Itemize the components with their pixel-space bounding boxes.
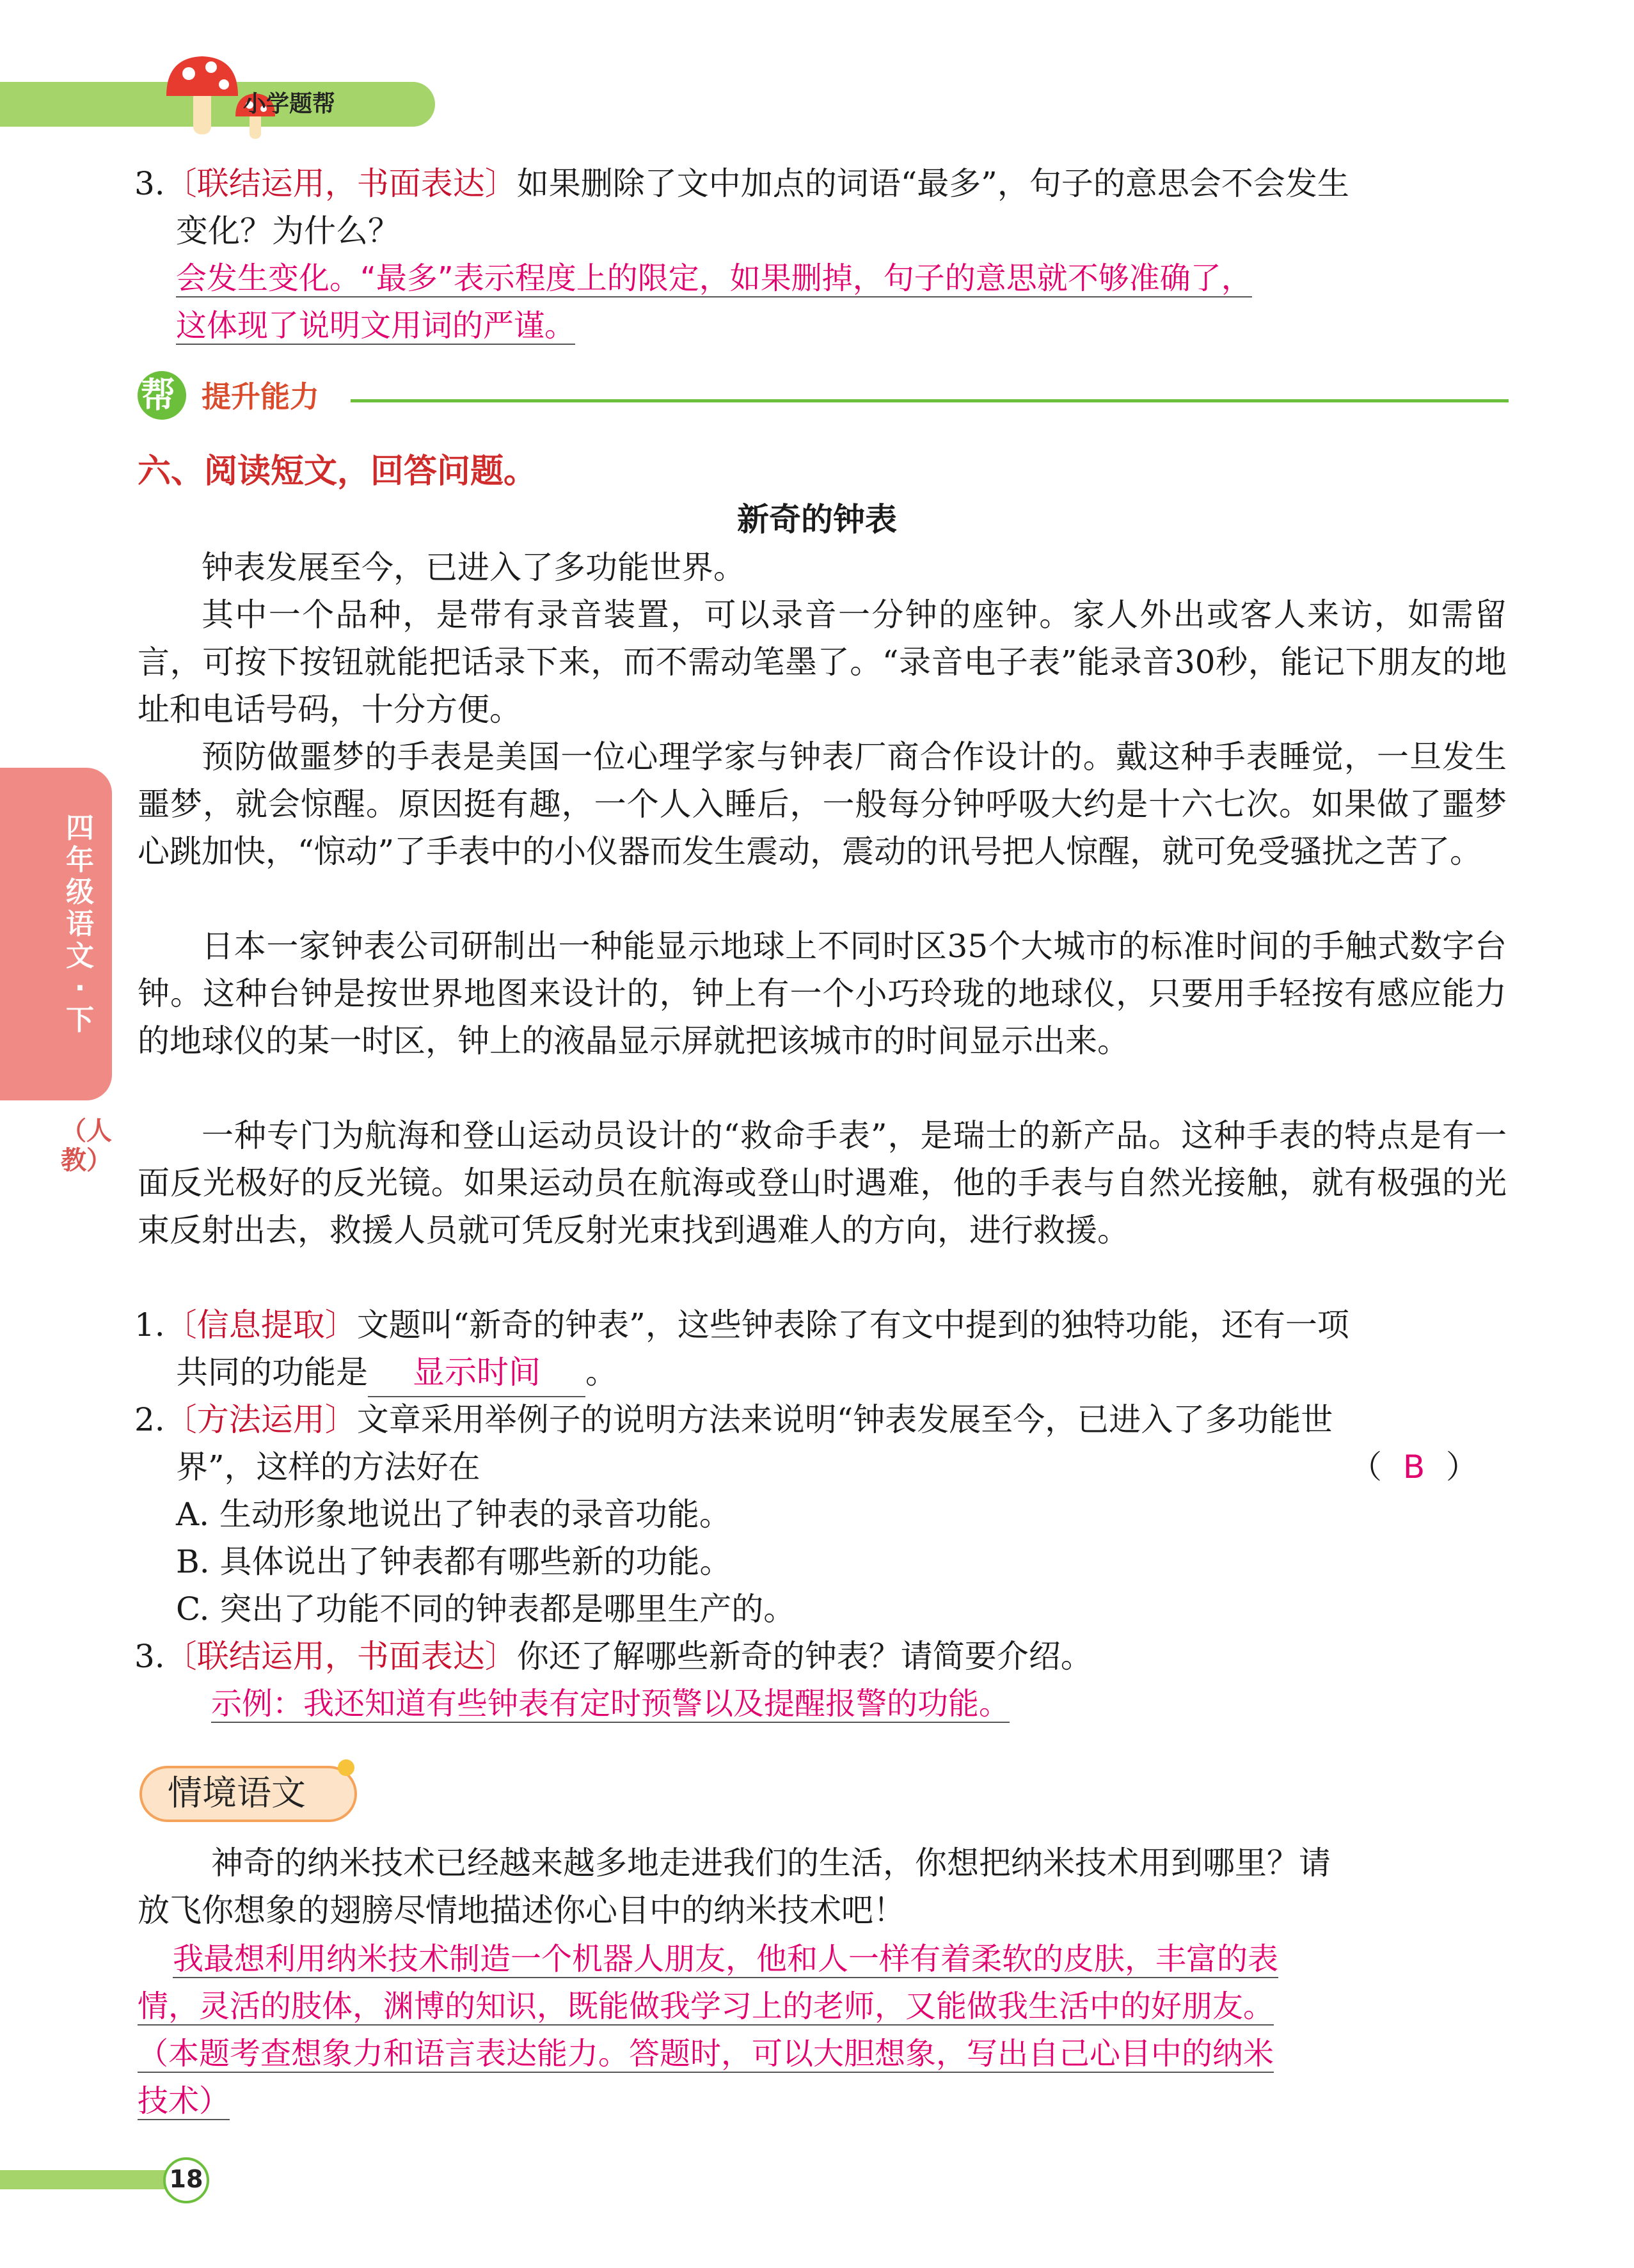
q2-text1: 文章采用举例子的说明方法来说明“钟表发展至今，已进入了多功能世 bbox=[356, 1401, 1333, 1438]
q1-answer: 显示时间 bbox=[368, 1349, 585, 1397]
q3-top-answer1: 会发生变化。“最多”表示程度上的限定，如果删掉，句子的意思就不够准确了， bbox=[176, 260, 1252, 296]
side-tab-edition: （人教） bbox=[61, 1116, 112, 1175]
q1-number: 1. bbox=[134, 1306, 165, 1344]
q2-option-b: B. 具体说出了钟表都有哪些新的功能。 bbox=[176, 1543, 732, 1580]
article-paragraph-4: 日本一家钟表公司研制出一种能显示地球上不同时区35个大城市的标准时间的手触式数字台钟。这种台钟是按世界地图来设计的，钟上有一个小巧玲珑的地球仪，只要用手轻按有感应能力的地球仪的某一时区，钟上的液晶显示屏就把该城市的时间显示出来。 bbox=[138, 928, 1507, 1059]
q3-tag: 〔联结运用，书面表达〕 bbox=[164, 1638, 517, 1675]
context-answer2: 情，灵活的肢体，渊博的知识，既能做我学习上的老师，又能做我生活中的好朋友。 bbox=[138, 1988, 1274, 2024]
q2-paren-close: ） bbox=[1446, 1448, 1478, 1486]
q3-top-line1 bbox=[134, 160, 1349, 207]
section-badge-text: 帮 bbox=[141, 375, 175, 415]
q1-text2a: 共同的功能是 bbox=[176, 1354, 368, 1391]
q6-heading: 六、阅读短文，回答问题。 bbox=[138, 452, 537, 491]
q2-answer-bracket bbox=[1350, 1443, 1478, 1491]
article-paragraph-2: 其中一个品种，是带有录音装置，可以录音一分钟的座钟。家人外出或客人来访，如需留言，可按下按钮就能把话录下来，而不需动笔墨了。“录音电子表”能录音30秒，能记下朋友的地址和电话号码，十分方便。 bbox=[138, 596, 1507, 728]
article-title: 新奇的钟表 bbox=[737, 501, 897, 538]
q3-top-text2: 变化？为什么？ bbox=[176, 212, 400, 250]
q1-tag: 〔信息提取〕 bbox=[164, 1306, 357, 1344]
q3-top-tag: 〔联结运用，书面表达〕 bbox=[164, 165, 517, 202]
q3-text: 你还了解哪些新奇的钟表？请简要介绍。 bbox=[516, 1638, 1093, 1675]
header-title: 小学题帮 bbox=[243, 91, 336, 117]
q1-text2b: 。 bbox=[585, 1354, 617, 1391]
q2-tag: 〔方法运用〕 bbox=[164, 1401, 357, 1438]
context-label: 情境语文 bbox=[168, 1773, 306, 1813]
article-paragraph-5: 一种专门为航海和登山运动员设计的“救命手表”，是瑞士的新产品。这种手表的特点是有一面反光极好的反光镜。如果运动员在航海或登山时遇难，他的手表与自然光接触，就有极强的光束反射出去，救援人员就可凭反射光束找到遇难人的方向，进行救援。 bbox=[138, 1117, 1507, 1249]
q1-line2 bbox=[176, 1349, 617, 1397]
q1-line1 bbox=[134, 1301, 1349, 1349]
q2-line1 bbox=[134, 1396, 1333, 1443]
q2-number: 2. bbox=[134, 1401, 165, 1438]
q2-option-c: C. 突出了功能不同的钟表都是哪里生产的。 bbox=[176, 1590, 796, 1628]
context-prompt1: 神奇的纳米技术已经越来越多地走进我们的生活，你想把纳米技术用到哪里？请 bbox=[211, 1844, 1331, 1882]
footer-bar bbox=[0, 2170, 186, 2189]
q2-option-a: A. 生动形象地说出了钟表的录音功能。 bbox=[176, 1496, 731, 1533]
section-rule bbox=[351, 399, 1509, 402]
context-prompt2: 放飞你想象的翅膀尽情地描述你心目中的纳米技术吧！ bbox=[138, 1892, 905, 1929]
q3-top-number: 3. bbox=[134, 165, 165, 202]
page-number: 18 bbox=[169, 2165, 203, 2193]
q3-top-text1: 如果删除了文中加点的词语“最多”，句子的意思会不会发生 bbox=[516, 165, 1349, 202]
q1-text1: 文题叫“新奇的钟表”，这些钟表除了有文中提到的独特功能，还有一项 bbox=[356, 1306, 1349, 1344]
q2-paren-open: （ bbox=[1350, 1448, 1382, 1486]
context-answer1: 我最想利用纳米技术制造一个机器人朋友，他和人一样有着柔软的皮肤，丰富的表 bbox=[173, 1941, 1279, 1977]
q3-top-answer2: 这体现了说明文用词的严谨。 bbox=[176, 308, 576, 344]
section-title: 提升能力 bbox=[202, 379, 319, 414]
q2-text2: 界”，这样的方法好在 bbox=[176, 1448, 480, 1486]
side-tab-grade: 四年级语文·下 bbox=[66, 812, 94, 1036]
context-answer4: 技术） bbox=[138, 2083, 230, 2119]
q2-answer: B bbox=[1402, 1448, 1425, 1486]
q3-line1 bbox=[134, 1633, 1093, 1680]
article-paragraph-3: 预防做噩梦的手表是美国一位心理学家与钟表厂商合作设计的。戴这种手表睡觉，一旦发生噩梦，就会惊醒。原因挺有趣，一个人入睡后，一般每分钟呼吸大约是十六七次。如果做了噩梦心跳加快，“惊动”了手表中的小仪器而发生震动，震动的讯号把人惊醒，就可免受骚扰之苦了。 bbox=[138, 738, 1507, 870]
star-icon bbox=[338, 1759, 354, 1776]
q3-number: 3. bbox=[134, 1638, 165, 1675]
article-paragraph-1: 钟表发展至今，已进入了多功能世界。 bbox=[202, 549, 745, 586]
q3-answer: 示例：我还知道有些钟表有定时预警以及提醒报警的功能。 bbox=[211, 1686, 1010, 1722]
context-answer3: （本题考查想象力和语言表达能力。答题时，可以大胆想象，写出自己心目中的纳米 bbox=[138, 2036, 1274, 2072]
